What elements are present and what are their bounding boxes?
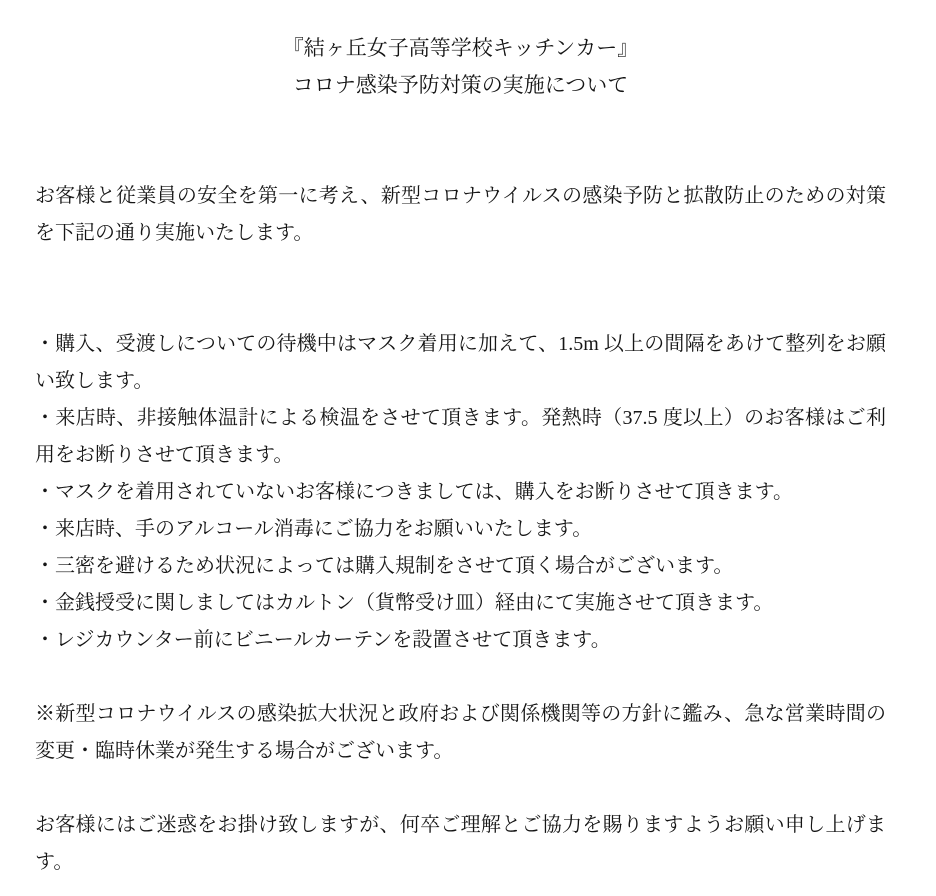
measure-item-mask: ・マスクを着用されていないお客様につきましては、購入をお断りさせて頂きます。 — [35, 481, 793, 503]
document-title-line1: 『結ヶ丘女子高等学校キッチンカー』 — [282, 36, 639, 60]
measure-item-sanitizer: ・来店時、手のアルコール消毒にご協力をお願いいたします。 — [35, 518, 593, 540]
document-title — [35, 30, 886, 104]
measures-list — [35, 326, 886, 659]
measure-item-vinyl-curtain: ・レジカウンター前にビニールカーテンを設置させて頂きます。 — [35, 629, 611, 651]
document-title-line2: コロナ感染予防対策の実施について — [292, 73, 629, 97]
measure-item-temperature: ・来店時、非接触体温計による検温をさせて頂きます。発熱時（37.5 度以上）のお客様はご利用をお断りさせて頂きます。 — [35, 407, 886, 466]
intro-paragraph: お客様と従業員の安全を第一に考え、新型コロナウイルスの感染予防と拡散防止のための対策を下記の通り実施いたします。 — [35, 185, 886, 244]
note-paragraph: ※新型コロナウイルスの感染拡大状況と政府および関係機関等の方針に鑑み、急な営業時間の変更・臨時休業が発生する場合がございます。 — [35, 703, 886, 762]
measure-item-distance: ・購入、受渡しについての待機中はマスク着用に加えて、1.5m 以上の間隔をあけて整列をお願い致します。 — [35, 333, 886, 392]
closing-paragraph: お客様にはご迷惑をお掛け致しますが、何卒ご理解とご協力を賜りますようお願い申し上げます。 — [35, 814, 886, 873]
measure-item-purchase-limit: ・三密を避けるため状況によっては購入規制をさせて頂く場合がございます。 — [35, 555, 734, 577]
measure-item-cash-tray: ・金銭授受に関しましてはカルトン（貨幣受け皿）経由にて実施させて頂きます。 — [35, 592, 774, 614]
